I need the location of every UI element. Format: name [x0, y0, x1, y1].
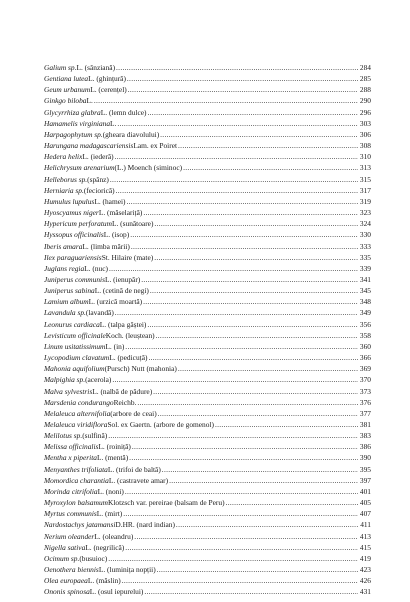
page-number: 373: [359, 386, 371, 396]
common-name: L. (osul iepurelui): [89, 587, 144, 597]
page-number: 317: [359, 185, 371, 195]
species-name: Mahonia aquifolium: [44, 364, 105, 374]
dot-leader: [130, 229, 358, 240]
common-name: L.: [110, 118, 117, 128]
dot-leader: [169, 475, 358, 486]
page-number: 319: [359, 196, 371, 206]
page-number: 366: [359, 353, 371, 363]
dot-leader: [176, 519, 358, 530]
species-name: Linum usitatissimum: [44, 341, 106, 351]
common-name: L. (talpa gâștei): [99, 319, 147, 329]
index-page: [44, 62, 371, 598]
index-entry: [44, 586, 371, 597]
common-name: L. (cetină de negi): [94, 286, 149, 296]
common-name: Koch. (leuștean): [105, 330, 155, 340]
common-name: L. (castravete amar): [108, 475, 169, 485]
common-name: L. (ghințură): [88, 74, 126, 84]
dot-leader: [128, 84, 358, 95]
dot-leader: [147, 319, 358, 330]
species-name: Myrtus communis: [44, 509, 97, 519]
species-name: Nardostachys jatamansi: [44, 520, 116, 530]
index-entry: [44, 196, 371, 207]
page-number: 303: [359, 118, 371, 128]
index-entry: [44, 397, 371, 408]
dot-leader: [144, 586, 358, 597]
species-name: Geum urbanum: [44, 85, 91, 95]
common-name: (gheara diavolului): [102, 129, 160, 139]
index-entry: [44, 497, 371, 508]
dot-leader: [125, 542, 358, 553]
dot-leader: [215, 419, 358, 430]
species-name: Humulus lupulus: [44, 196, 95, 206]
dot-leader: [178, 363, 358, 374]
dot-leader: [154, 218, 358, 229]
page-number: 333: [359, 241, 371, 251]
index-entry: [44, 162, 371, 173]
species-name: Melaleuca viridiflora: [44, 420, 108, 429]
index-entry: [44, 319, 371, 330]
dot-leader: [108, 430, 358, 441]
common-name: L. (limba mării): [82, 241, 130, 251]
species-name: Ilex paraguariensis: [44, 252, 102, 262]
index-entry: [44, 95, 371, 106]
page-number: 426: [359, 576, 371, 586]
species-name: Lamium album: [44, 297, 89, 307]
species-name: Levisticum officinale: [44, 330, 106, 340]
page-number: 296: [359, 107, 371, 117]
species-name: Leonurus cardiaca: [44, 319, 100, 329]
page-number: 386: [359, 442, 371, 452]
species-name: Nerium oleander: [44, 531, 95, 541]
index-entry: [44, 151, 371, 162]
common-name: L. (ienupăr): [104, 274, 141, 284]
index-entry: [44, 374, 371, 385]
page-number: 348: [359, 297, 371, 307]
page-number: 356: [359, 319, 371, 329]
page-number: 339: [359, 263, 371, 273]
species-name: Melaleuca alternifolia: [44, 408, 111, 418]
dot-leader: [157, 564, 358, 575]
species-name: Ononis spinosa: [44, 587, 90, 597]
common-name: L. (oleandru): [94, 531, 134, 541]
species-name: Hamamelis virginiana: [44, 118, 111, 128]
index-entry: [44, 62, 371, 73]
common-name: L. (mentă): [96, 453, 129, 463]
species-name: Gentiana lutea: [44, 74, 89, 84]
common-name: L. (hamei): [94, 196, 126, 206]
index-entry: [44, 274, 371, 285]
species-name: Glycyrrhiza glabra: [44, 107, 101, 117]
index-entry: [44, 252, 371, 263]
species-name: Melilotus sp.: [44, 431, 83, 441]
common-name: Lam. ex Poiret: [133, 141, 178, 151]
index-entry: [44, 430, 371, 441]
common-name: L. (luminița nopții): [98, 565, 156, 575]
page-number: 411: [360, 520, 371, 530]
page-number: 315: [359, 174, 371, 184]
page-number: 413: [359, 531, 371, 541]
common-name: L.: [86, 96, 93, 106]
index-entry: [44, 564, 371, 575]
index-entry: [44, 464, 371, 475]
dot-leader: [183, 162, 358, 173]
page-number: 397: [359, 475, 371, 485]
index-entry: [44, 118, 371, 129]
species-name: Mentha x piperita: [44, 453, 97, 463]
page-number: 381: [359, 420, 371, 429]
species-name: Nigella sativa: [44, 542, 86, 552]
page-number: 324: [359, 219, 371, 229]
common-name: (acerola): [85, 375, 112, 385]
index-entry: [44, 263, 371, 274]
dot-leader: [137, 397, 358, 408]
index-entry: [44, 519, 371, 530]
species-name: Melissa officinalis: [44, 442, 99, 452]
index-list: [44, 62, 371, 598]
dot-leader: [178, 140, 358, 151]
dot-leader: [109, 263, 358, 274]
index-entry: [44, 475, 371, 486]
species-name: Ginkgo biloba: [44, 96, 87, 106]
species-name: Ocimum sp.: [44, 553, 80, 563]
page-number: 383: [359, 431, 371, 441]
page-number: 335: [359, 252, 371, 262]
page-number: 288: [359, 85, 371, 95]
common-name: L. (mirt): [96, 509, 123, 519]
index-entry: [44, 575, 371, 586]
page-number: 395: [359, 464, 371, 474]
common-name: L. (urzică moartă): [88, 297, 143, 307]
dot-leader: [125, 341, 358, 352]
dot-leader: [156, 330, 358, 341]
index-entry: [44, 185, 371, 196]
dot-leader: [226, 497, 358, 508]
species-name: Myroxylon balsamum: [44, 498, 108, 508]
common-name: (Pursch) Nutt (mahonia): [104, 364, 177, 374]
species-name: Malpighia sp.: [44, 375, 86, 385]
dot-leader: [158, 408, 358, 419]
common-name: L. (cerențel): [90, 85, 127, 95]
index-entry: [44, 363, 371, 374]
common-name: (arbore de ceai): [110, 408, 157, 418]
page-number: 284: [359, 63, 371, 72]
index-entry: [44, 330, 371, 341]
dot-leader: [123, 508, 358, 519]
index-entry: [44, 84, 371, 95]
dot-leader: [125, 486, 358, 497]
dot-leader: [94, 95, 358, 106]
species-name: Malva sylvestris: [44, 386, 93, 396]
species-name: Olea europaea: [44, 576, 88, 586]
index-entry: [44, 285, 371, 296]
common-name: (spânz): [87, 174, 109, 184]
index-entry: [44, 73, 371, 84]
common-name: St. Hilaire (mate): [101, 252, 154, 262]
common-name: L. (noni): [97, 486, 124, 496]
common-name: L. (sânziană): [76, 63, 116, 72]
index-entry: [44, 531, 371, 542]
index-entry: [44, 341, 371, 352]
common-name: L. (lemn dulce): [100, 107, 147, 117]
common-name: L. (măslin): [87, 576, 121, 586]
index-entry: [44, 542, 371, 553]
common-name: (sulfină): [82, 431, 108, 441]
species-name: Hedera helix: [44, 152, 83, 162]
species-name: Oenothera biennis: [44, 565, 99, 575]
species-name: Morinda citrifolia: [44, 486, 98, 496]
dot-leader: [160, 129, 358, 140]
page-number: 405: [359, 498, 371, 508]
common-name: L. (măselariță): [98, 208, 143, 218]
index-entry: [44, 408, 371, 419]
common-name: D.HR. (nard indian): [115, 520, 175, 530]
common-name: L. (sunătoare): [111, 219, 154, 229]
page-number: 407: [359, 509, 371, 519]
species-name: Herniaria sp.: [44, 185, 84, 195]
index-entry: [44, 386, 371, 397]
index-entry: [44, 207, 371, 218]
dot-leader: [115, 307, 358, 318]
index-entry: [44, 508, 371, 519]
index-entry: [44, 129, 371, 140]
page-number: 423: [359, 565, 371, 575]
species-name: Galium sp.: [44, 63, 77, 72]
page-number: 285: [359, 74, 371, 84]
index-entry: [44, 241, 371, 252]
species-name: Harungana madagascariensis: [44, 141, 134, 151]
page-number: 330: [359, 230, 371, 240]
page-number: 345: [359, 286, 371, 296]
page-number: 313: [359, 163, 371, 173]
index-entry: [44, 441, 371, 452]
species-name: Lycopodium clavatum: [44, 353, 110, 363]
species-name: Marsdenia condurango: [44, 397, 114, 407]
dot-leader: [153, 386, 358, 397]
dot-leader: [143, 296, 358, 307]
index-entry: [44, 229, 371, 240]
species-name: Harpagophytum sp.: [44, 129, 103, 139]
index-entry: [44, 140, 371, 151]
species-name: Hypericum perforatum: [44, 219, 112, 229]
dot-leader: [116, 62, 358, 73]
species-name: Iberis amara: [44, 241, 83, 251]
dot-leader: [116, 185, 358, 196]
dot-leader: [110, 174, 358, 185]
page-number: 310: [359, 152, 371, 162]
dot-leader: [117, 118, 358, 129]
species-name: Helleborus sp.: [44, 174, 88, 184]
index-entry: [44, 553, 371, 564]
page-number: 290: [359, 96, 371, 106]
index-entry: [44, 452, 371, 463]
species-name: Juniperus communis: [44, 274, 105, 284]
dot-leader: [122, 575, 358, 586]
page-number: 358: [359, 330, 371, 340]
dot-leader: [129, 452, 358, 463]
page-number: 376: [359, 397, 371, 407]
common-name: (feciorică): [83, 185, 115, 195]
common-name: L. (trifoi de baltă): [107, 464, 161, 474]
species-name: Lavandula sp.: [44, 308, 86, 318]
page-number: 341: [359, 274, 371, 284]
common-name: L. (iederă): [82, 152, 114, 162]
common-name: L. (negrilică): [85, 542, 125, 552]
common-name: Reichb.: [113, 397, 137, 407]
index-entry: [44, 218, 371, 229]
dot-leader: [143, 207, 358, 218]
dot-leader: [148, 352, 358, 363]
page-number: 415: [359, 542, 371, 552]
common-name: L. (isop): [103, 230, 130, 240]
index-entry: [44, 174, 371, 185]
index-entry: [44, 419, 371, 430]
species-name: Juglans regia: [44, 263, 85, 273]
page-number: 306: [359, 129, 371, 139]
species-name: Helichrysum arenarium: [44, 163, 115, 173]
common-name: L. (in): [105, 341, 125, 351]
common-name: L. (pedicuță): [109, 353, 148, 363]
page-number: 308: [359, 141, 371, 151]
dot-leader: [132, 441, 358, 452]
common-name: L. (nalbă de pădure): [92, 386, 153, 396]
dot-leader: [162, 464, 358, 475]
species-name: Juniperus sabina: [44, 286, 95, 296]
index-entry: [44, 307, 371, 318]
common-name: (busuioc): [79, 553, 108, 563]
common-name: Klotzsch var. pereirae (balsam de Peru): [107, 498, 225, 508]
page-number: 390: [359, 453, 371, 463]
page-number: 419: [359, 553, 371, 563]
index-entry: [44, 352, 371, 363]
dot-leader: [150, 285, 358, 296]
common-name: Sol. ex Gaertn. (arbore de gomenol): [107, 420, 214, 429]
dot-leader: [134, 531, 358, 542]
species-name: Menyanthes trifoliata: [44, 464, 108, 474]
species-name: Hyoscyamus niger: [44, 208, 99, 218]
page-number: 369: [359, 364, 371, 374]
common-name: (lavandă): [85, 308, 114, 318]
dot-leader: [127, 196, 358, 207]
dot-leader: [108, 553, 358, 564]
page-number: 323: [359, 208, 371, 218]
common-name: L. (nuc): [84, 263, 108, 273]
page-number: 401: [359, 486, 371, 496]
common-name: (L.) Moench (siminoc): [114, 163, 183, 173]
index-entry: [44, 296, 371, 307]
dot-leader: [112, 374, 358, 385]
dot-leader: [127, 73, 358, 84]
page-number: 377: [359, 408, 371, 418]
index-entry: [44, 486, 371, 497]
dot-leader: [131, 241, 358, 252]
species-name: Hyssopus officinalis: [44, 230, 104, 240]
page-number: 360: [359, 341, 371, 351]
page-number: 349: [359, 308, 371, 318]
index-entry: [44, 107, 371, 118]
dot-leader: [141, 274, 358, 285]
dot-leader: [154, 252, 358, 263]
common-name: L. (roiniță): [98, 442, 131, 452]
dot-leader: [115, 151, 358, 162]
page-number: 431: [359, 587, 371, 597]
species-name: Momordica charantia: [44, 475, 109, 485]
page-number: 370: [359, 375, 371, 385]
dot-leader: [148, 107, 359, 118]
